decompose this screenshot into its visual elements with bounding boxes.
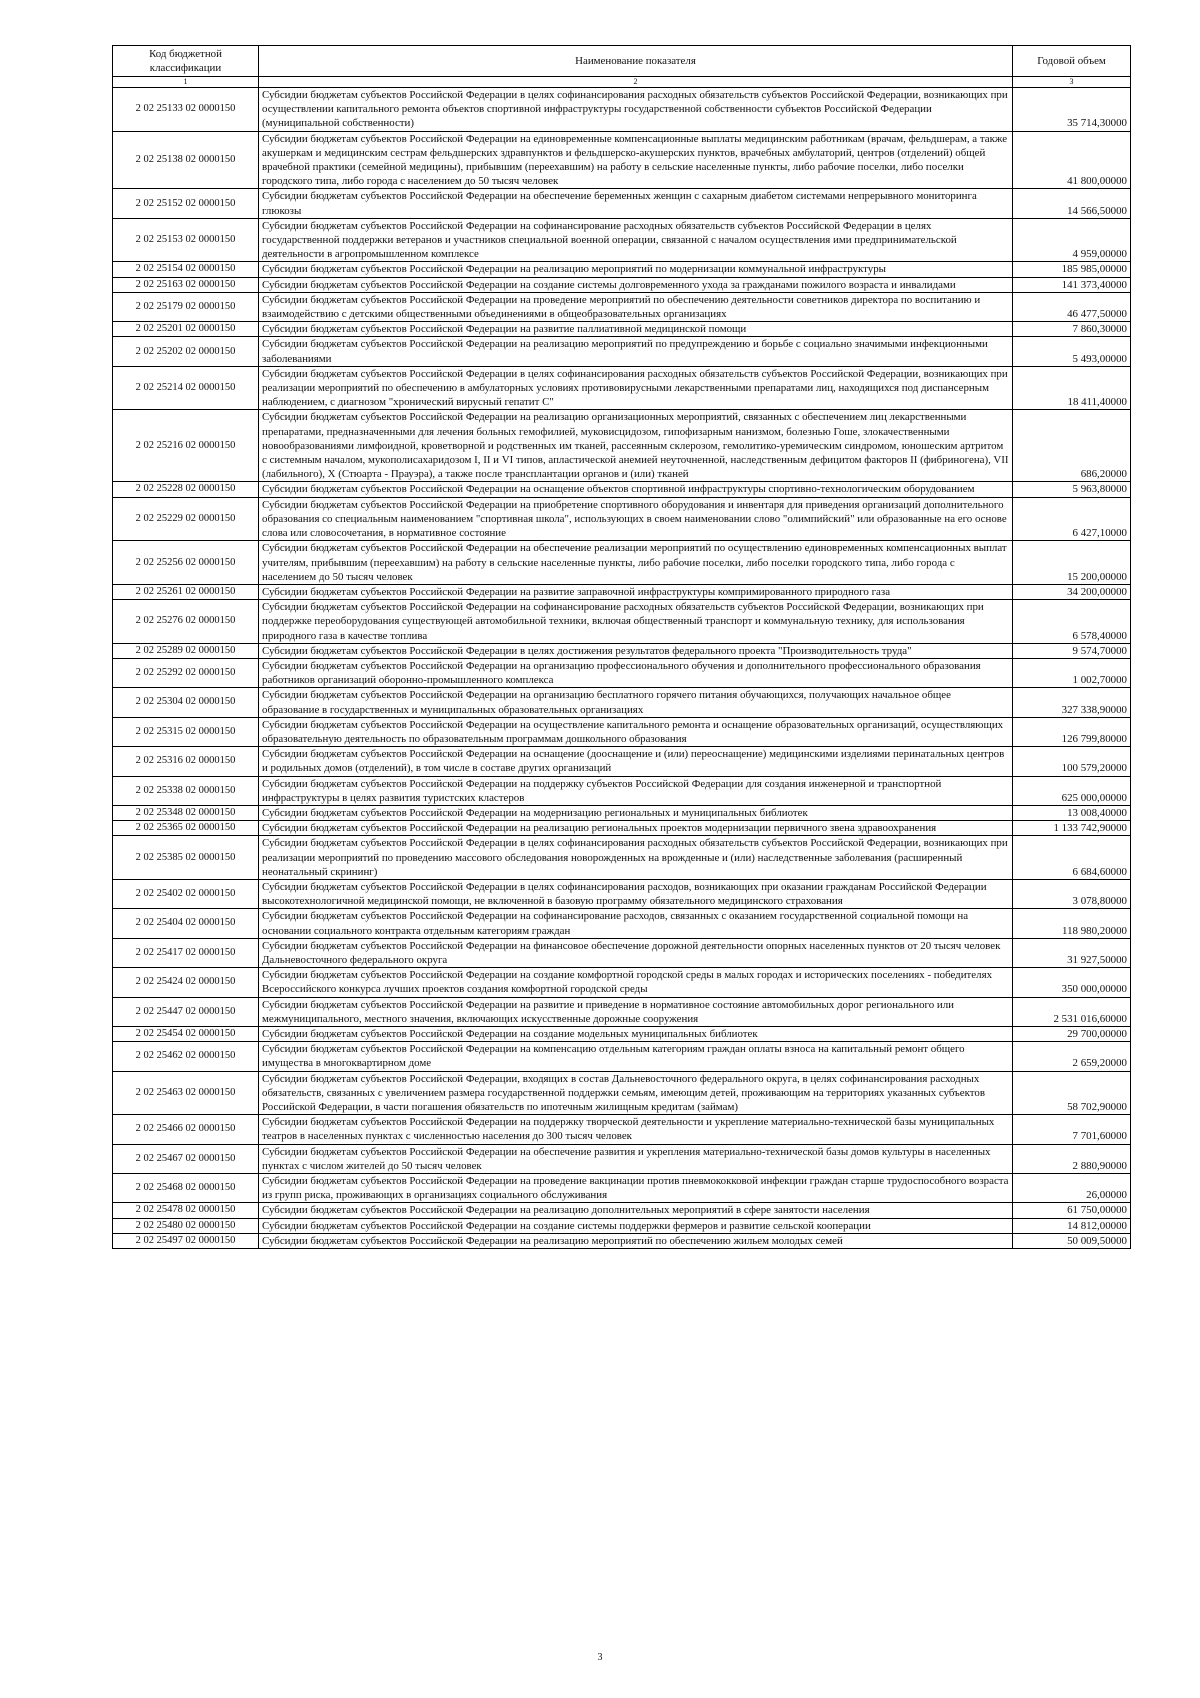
name-cell: Субсидии бюджетам субъектов Российской Федерации на обеспечение развития и укрепления материально-технической базы домов культуры в населенных пунктах с числом жителей до 50 тысяч человек xyxy=(259,1144,1013,1173)
name-cell: Субсидии бюджетам субъектов Российской Федерации на осуществление капитального ремонта и оснащение образовательных организаций, осуществляющих образовательную деятельность по образовательным программам дошкольного образования xyxy=(259,717,1013,746)
name-cell: Субсидии бюджетам субъектов Российской Федерации на создание комфортной городской среды в малых городах и исторических поселениях - победителях Всероссийского конкурса лучших проектов создания комфортной городской среды xyxy=(259,968,1013,997)
name-cell: Субсидии бюджетам субъектов Российской Федерации на реализацию мероприятий по модернизации коммунальной инфраструктуры xyxy=(259,262,1013,277)
table-row xyxy=(113,366,1131,410)
table-row xyxy=(113,497,1131,541)
value-cell: 13 008,40000 xyxy=(1013,805,1131,820)
value-cell: 1 002,70000 xyxy=(1013,658,1131,687)
column-header-name: Наименование показателя xyxy=(259,46,1013,77)
value-cell: 118 980,20000 xyxy=(1013,909,1131,938)
table-row xyxy=(113,717,1131,746)
value-cell: 126 799,80000 xyxy=(1013,717,1131,746)
table-row xyxy=(113,747,1131,776)
table-row xyxy=(113,600,1131,644)
page-number: 3 xyxy=(597,1652,603,1663)
table-row xyxy=(113,776,1131,805)
value-cell: 2 531 016,60000 xyxy=(1013,997,1131,1026)
value-cell: 41 800,00000 xyxy=(1013,131,1131,189)
value-cell: 5 493,00000 xyxy=(1013,337,1131,366)
budget-table xyxy=(112,45,1131,1249)
name-cell: Субсидии бюджетам субъектов Российской Федерации на реализацию мероприятий по обеспечению жильем молодых семей xyxy=(259,1233,1013,1248)
name-cell: Субсидии бюджетам субъектов Российской Федерации на проведение вакцинации против пневмококковой инфекции граждан старше трудоспособного возраста из групп риска, проживающих в организациях социального обслуживания xyxy=(259,1174,1013,1203)
value-cell: 5 963,80000 xyxy=(1013,482,1131,497)
value-cell: 35 714,30000 xyxy=(1013,88,1131,132)
value-cell: 29 700,00000 xyxy=(1013,1027,1131,1042)
table-row xyxy=(113,1144,1131,1173)
code-cell: 2 02 25202 02 0000150 xyxy=(113,337,259,366)
name-cell: Субсидии бюджетам субъектов Российской Федерации на развитие заправочной инфраструктуры компримированного природного газа xyxy=(259,584,1013,599)
value-cell: 34 200,00000 xyxy=(1013,584,1131,599)
name-cell: Субсидии бюджетам субъектов Российской Федерации на модернизацию региональных и муниципальных библиотек xyxy=(259,805,1013,820)
code-cell: 2 02 25424 02 0000150 xyxy=(113,968,259,997)
value-cell: 9 574,70000 xyxy=(1013,643,1131,658)
code-cell: 2 02 25497 02 0000150 xyxy=(113,1233,259,1248)
table-row xyxy=(113,337,1131,366)
code-cell: 2 02 25229 02 0000150 xyxy=(113,497,259,541)
column-number-row xyxy=(113,77,1131,88)
name-cell: Субсидии бюджетам субъектов Российской Федерации на софинансирование расходных обязательств субъектов Российской Федерации, возникающих при поддержке переоборудования существующей автомобильной техники, включая общественный транспорт и коммунальную технику, для использования природного газа в качестве топлива xyxy=(259,600,1013,644)
code-cell: 2 02 25276 02 0000150 xyxy=(113,600,259,644)
code-cell: 2 02 25179 02 0000150 xyxy=(113,292,259,321)
name-cell: Субсидии бюджетам субъектов Российской Федерации на создание модельных муниципальных библиотек xyxy=(259,1027,1013,1042)
value-cell: 26,00000 xyxy=(1013,1174,1131,1203)
value-cell: 18 411,40000 xyxy=(1013,366,1131,410)
code-cell: 2 02 25466 02 0000150 xyxy=(113,1115,259,1144)
code-cell: 2 02 25315 02 0000150 xyxy=(113,717,259,746)
name-cell: Субсидии бюджетам субъектов Российской Федерации на компенсацию отдельным категориям граждан оплаты взноса на капитальный ремонт общего имущества в многоквартирном доме xyxy=(259,1042,1013,1071)
value-cell: 4 959,00000 xyxy=(1013,218,1131,262)
code-cell: 2 02 25417 02 0000150 xyxy=(113,938,259,967)
code-cell: 2 02 25256 02 0000150 xyxy=(113,541,259,585)
name-cell: Субсидии бюджетам субъектов Российской Федерации на обеспечение реализации мероприятий по осуществлению единовременных компенсационных выплат учителям, прибывшим (переехавшим) на работу в сельские населенные пункты, либо рабочие поселки, либо поселки городского типа, либо города с населением до 50 тысяч человек xyxy=(259,541,1013,585)
code-cell: 2 02 25447 02 0000150 xyxy=(113,997,259,1026)
value-cell: 14 566,50000 xyxy=(1013,189,1131,218)
table-row xyxy=(113,482,1131,497)
table-row xyxy=(113,88,1131,132)
name-cell: Субсидии бюджетам субъектов Российской Федерации на реализацию организационных мероприятий, связанных с обеспечением лиц лекарственными препаратами, предназначенными для лечения больных гемофилией, муковисцидозом, гипофизарным нанизмом, болезнью Гоше, злокачественными новообразованиями лимфоидной, кроветворной и родственных им тканей, рассеянным склерозом, гемолитико-уремическим синдромом, юношеским артритом с системным началом, мукополисахаридозом I, II и VI типов, апластической анемией неуточненной, наследственным дефицитом факторов II (фибриногена), VII (лабильного), X (Стюарта - Прауэра), а также после трансплантации органов и (или) тканей xyxy=(259,410,1013,482)
value-cell: 6 578,40000 xyxy=(1013,600,1131,644)
table-row xyxy=(113,131,1131,189)
column-number-name: 2 xyxy=(259,77,1013,88)
code-cell: 2 02 25348 02 0000150 xyxy=(113,805,259,820)
code-cell: 2 02 25304 02 0000150 xyxy=(113,688,259,717)
name-cell: Субсидии бюджетам субъектов Российской Федерации в целях достижения результатов федерального проекта "Производительность труда" xyxy=(259,643,1013,658)
table-row xyxy=(113,805,1131,820)
value-cell: 625 000,00000 xyxy=(1013,776,1131,805)
name-cell: Субсидии бюджетам субъектов Российской Федерации на реализацию дополнительных мероприятий в сфере занятости населения xyxy=(259,1203,1013,1218)
table-row xyxy=(113,277,1131,292)
name-cell: Субсидии бюджетам субъектов Российской Федерации на поддержку субъектов Российской Федерации для создания инженерной и транспортной инфраструктуры в целях развития туристских кластеров xyxy=(259,776,1013,805)
value-cell: 686,20000 xyxy=(1013,410,1131,482)
name-cell: Субсидии бюджетам субъектов Российской Федерации на реализацию региональных проектов модернизации первичного звена здравоохранения xyxy=(259,821,1013,836)
code-cell: 2 02 25163 02 0000150 xyxy=(113,277,259,292)
code-cell: 2 02 25153 02 0000150 xyxy=(113,218,259,262)
name-cell: Субсидии бюджетам субъектов Российской Федерации на организацию бесплатного горячего питания обучающихся, получающих начальное общее образование в государственных и муниципальных образовательных организациях xyxy=(259,688,1013,717)
name-cell: Субсидии бюджетам субъектов Российской Федерации на проведение мероприятий по обеспечению деятельности советников директора по воспитанию и взаимодействию с детскими общественными объединениями в общеобразовательных организациях xyxy=(259,292,1013,321)
code-cell: 2 02 25152 02 0000150 xyxy=(113,189,259,218)
code-cell: 2 02 25154 02 0000150 xyxy=(113,262,259,277)
code-cell: 2 02 25261 02 0000150 xyxy=(113,584,259,599)
code-cell: 2 02 25404 02 0000150 xyxy=(113,909,259,938)
table-row xyxy=(113,189,1131,218)
code-cell: 2 02 25292 02 0000150 xyxy=(113,658,259,687)
code-cell: 2 02 25289 02 0000150 xyxy=(113,643,259,658)
table-row xyxy=(113,1042,1131,1071)
name-cell: Субсидии бюджетам субъектов Российской Федерации на поддержку творческой деятельности и укрепление материально-технической базы муниципальных театров в населенных пунктах с численностью населения до 300 тысяч человек xyxy=(259,1115,1013,1144)
code-cell: 2 02 25228 02 0000150 xyxy=(113,482,259,497)
name-cell: Субсидии бюджетам субъектов Российской Федерации на организацию профессионального обучения и дополнительного профессионального образования работников организаций оборонно-промышленного комплекса xyxy=(259,658,1013,687)
value-cell: 100 579,20000 xyxy=(1013,747,1131,776)
name-cell: Субсидии бюджетам субъектов Российской Федерации на единовременные компенсационные выплаты медицинским работникам (врачам, фельдшерам, а также акушеркам и медицинским сестрам фельдшерских здравпунктов и фельдшерско-акушерских пунктов, врачебных амбулаторий, центров (отделений) общей врачебной практики (семейной медицины), прибывшим (переехавшим) на работу в сельские населенные пункты, либо рабочие поселки, либо поселки городского типа, либо города с населением до 50 тысяч человек xyxy=(259,131,1013,189)
column-header-code: Код бюджетной классификации xyxy=(113,46,259,77)
value-cell: 7 860,30000 xyxy=(1013,322,1131,337)
value-cell: 1 133 742,90000 xyxy=(1013,821,1131,836)
table-row xyxy=(113,658,1131,687)
table-row xyxy=(113,879,1131,908)
name-cell: Субсидии бюджетам субъектов Российской Федерации на софинансирование расходных обязательств субъектов Российской Федерации в целях государственной поддержки ветеранов и участников специальной военной операции, связанной с началом осуществления ими предпринимательской деятельности в агропромышленном комплексе xyxy=(259,218,1013,262)
name-cell: Субсидии бюджетам субъектов Российской Федерации на оснащение объектов спортивной инфраструктуры спортивно-технологическим оборудованием xyxy=(259,482,1013,497)
table-row xyxy=(113,938,1131,967)
table-row xyxy=(113,1218,1131,1233)
value-cell: 141 373,40000 xyxy=(1013,277,1131,292)
name-cell: Субсидии бюджетам субъектов Российской Федерации, входящих в состав Дальневосточного федерального округа, в целях софинансирования расходных обязательств, связанных с увеличением размера государственной поддержки семьям, имеющим детей, проживающим на территориях указанных субъектов Российской Федерации, в части погашения обязательств по ипотечным жилищным кредитам (займам) xyxy=(259,1071,1013,1115)
table-row xyxy=(113,1203,1131,1218)
name-cell: Субсидии бюджетам субъектов Российской Федерации на оснащение (дооснащение и (или) переоснащение) медицинскими изделиями перинатальных центров и родильных домов (отделений), в том числе в составе других организаций xyxy=(259,747,1013,776)
budget-table-sheet xyxy=(112,45,1130,1249)
table-row xyxy=(113,997,1131,1026)
name-cell: Субсидии бюджетам субъектов Российской Федерации на реализацию мероприятий по предупреждению и борьбе с социально значимыми инфекционными заболеваниями xyxy=(259,337,1013,366)
table-row xyxy=(113,968,1131,997)
value-cell: 3 078,80000 xyxy=(1013,879,1131,908)
code-cell: 2 02 25480 02 0000150 xyxy=(113,1218,259,1233)
name-cell: Субсидии бюджетам субъектов Российской Федерации на финансовое обеспечение дорожной деятельности опорных населенных пунктов от 20 тысяч человек Дальневосточного федерального округа xyxy=(259,938,1013,967)
name-cell: Субсидии бюджетам субъектов Российской Федерации на развитие и приведение в нормативное состояние автомобильных дорог регионального или межмуниципального, местного значения, включающих искусственные дорожные сооружения xyxy=(259,997,1013,1026)
column-number-value: 3 xyxy=(1013,77,1131,88)
code-cell: 2 02 25467 02 0000150 xyxy=(113,1144,259,1173)
name-cell: Субсидии бюджетам субъектов Российской Федерации в целях софинансирования расходных обязательств субъектов Российской Федерации, возникающих при реализации мероприятий по обеспечению в амбулаторных условиях противовирусными лекарственными препаратами лиц, находящихся под диспансерным наблюдением, с диагнозом "хронический вирусный гепатит С" xyxy=(259,366,1013,410)
code-cell: 2 02 25365 02 0000150 xyxy=(113,821,259,836)
value-cell: 46 477,50000 xyxy=(1013,292,1131,321)
table-row xyxy=(113,322,1131,337)
name-cell: Субсидии бюджетам субъектов Российской Федерации на приобретение спортивного оборудования и инвентаря для приведения организаций дополнительного образования со специальным наименованием "спортивная школа", использующих в своем наименовании слово "олимпийский" или образованные на его основе слова или словосочетания, в нормативное состояние xyxy=(259,497,1013,541)
value-cell: 31 927,50000 xyxy=(1013,938,1131,967)
value-cell: 50 009,50000 xyxy=(1013,1233,1131,1248)
table-row xyxy=(113,821,1131,836)
value-cell: 14 812,00000 xyxy=(1013,1218,1131,1233)
column-header-value: Годовой объем xyxy=(1013,46,1131,77)
name-cell: Субсидии бюджетам субъектов Российской Федерации на софинансирование расходов, связанных с оказанием государственной социальной помощи на основании социального контракта отдельным категориям граждан xyxy=(259,909,1013,938)
name-cell: Субсидии бюджетам субъектов Российской Федерации на создание системы долговременного ухода за гражданами пожилого возраста и инвалидами xyxy=(259,277,1013,292)
table-row xyxy=(113,262,1131,277)
name-cell: Субсидии бюджетам субъектов Российской Федерации в целях софинансирования расходных обязательств субъектов Российской Федерации, возникающих при осуществлении капитального ремонта объектов спортивной инфраструктуры государственной собственности субъектов Российской Федерации (муниципальной собственности) xyxy=(259,88,1013,132)
value-cell: 58 702,90000 xyxy=(1013,1071,1131,1115)
name-cell: Субсидии бюджетам субъектов Российской Федерации на создание системы поддержки фермеров и развитие сельской кооперации xyxy=(259,1218,1013,1233)
table-row xyxy=(113,584,1131,599)
value-cell: 61 750,00000 xyxy=(1013,1203,1131,1218)
table-row xyxy=(113,1115,1131,1144)
header-row xyxy=(113,46,1131,77)
value-cell: 6 427,10000 xyxy=(1013,497,1131,541)
value-cell: 15 200,00000 xyxy=(1013,541,1131,585)
column-number-code: 1 xyxy=(113,77,259,88)
code-cell: 2 02 25138 02 0000150 xyxy=(113,131,259,189)
table-row xyxy=(113,643,1131,658)
table-row xyxy=(113,1071,1131,1115)
value-cell: 6 684,60000 xyxy=(1013,836,1131,880)
code-cell: 2 02 25214 02 0000150 xyxy=(113,366,259,410)
code-cell: 2 02 25316 02 0000150 xyxy=(113,747,259,776)
name-cell: Субсидии бюджетам субъектов Российской Федерации на обеспечение беременных женщин с сахарным диабетом системами непрерывного мониторинга глюкозы xyxy=(259,189,1013,218)
value-cell: 327 338,90000 xyxy=(1013,688,1131,717)
table-row xyxy=(113,909,1131,938)
table-row xyxy=(113,292,1131,321)
code-cell: 2 02 25216 02 0000150 xyxy=(113,410,259,482)
name-cell: Субсидии бюджетам субъектов Российской Федерации в целях софинансирования расходных обязательств субъектов Российской Федерации, возникающих при реализации мероприятий по проведению массового обследования новорожденных на врожденные и (или) наследственные заболевания (расширенный неонатальный скрининг) xyxy=(259,836,1013,880)
code-cell: 2 02 25462 02 0000150 xyxy=(113,1042,259,1071)
table-row xyxy=(113,688,1131,717)
table-row xyxy=(113,836,1131,880)
value-cell: 7 701,60000 xyxy=(1013,1115,1131,1144)
table-row xyxy=(113,218,1131,262)
table-row xyxy=(113,1233,1131,1248)
code-cell: 2 02 25338 02 0000150 xyxy=(113,776,259,805)
code-cell: 2 02 25454 02 0000150 xyxy=(113,1027,259,1042)
value-cell: 185 985,00000 xyxy=(1013,262,1131,277)
code-cell: 2 02 25463 02 0000150 xyxy=(113,1071,259,1115)
value-cell: 2 659,20000 xyxy=(1013,1042,1131,1071)
name-cell: Субсидии бюджетам субъектов Российской Федерации в целях софинансирования расходов, возникающих при оказании гражданам Российской Федерации высокотехнологичной медицинской помощи, не включенной в базовую программу обязательного медицинского страхования xyxy=(259,879,1013,908)
code-cell: 2 02 25478 02 0000150 xyxy=(113,1203,259,1218)
table-row xyxy=(113,1027,1131,1042)
code-cell: 2 02 25133 02 0000150 xyxy=(113,88,259,132)
value-cell: 2 880,90000 xyxy=(1013,1144,1131,1173)
code-cell: 2 02 25402 02 0000150 xyxy=(113,879,259,908)
value-cell: 350 000,00000 xyxy=(1013,968,1131,997)
table-row xyxy=(113,410,1131,482)
code-cell: 2 02 25385 02 0000150 xyxy=(113,836,259,880)
table-row xyxy=(113,541,1131,585)
code-cell: 2 02 25468 02 0000150 xyxy=(113,1174,259,1203)
table-row xyxy=(113,1174,1131,1203)
name-cell: Субсидии бюджетам субъектов Российской Федерации на развитие паллиативной медицинской помощи xyxy=(259,322,1013,337)
code-cell: 2 02 25201 02 0000150 xyxy=(113,322,259,337)
